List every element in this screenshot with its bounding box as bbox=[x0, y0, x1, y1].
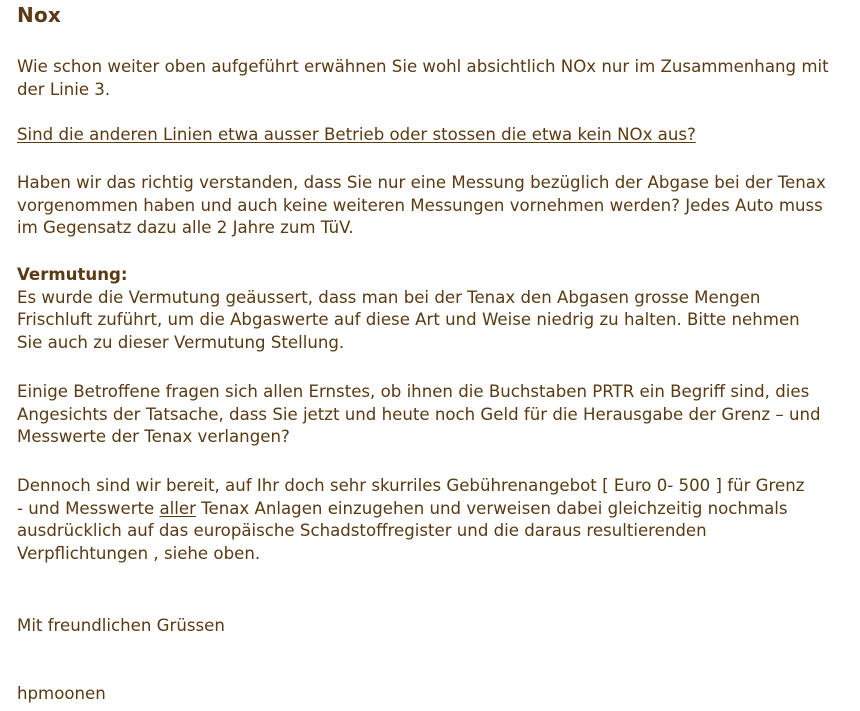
document-title: Nox bbox=[17, 3, 61, 27]
underlined-word: aller bbox=[159, 498, 196, 518]
text-line: vorgenommen haben und auch keine weiteren Messungen vornehmen werden? Jedes Auto muss bbox=[17, 195, 823, 215]
text-line: ausdrücklich auf das europäische Schadstoffregister und die daraus resultierenden bbox=[17, 521, 707, 540]
text-segment: - und Messwerte bbox=[17, 498, 160, 518]
paragraph-prtr bbox=[17, 381, 821, 449]
text-line: Sie auch zu dieser Vermutung Stellung. bbox=[17, 332, 345, 352]
section-heading-vermutung: Vermutung: bbox=[17, 265, 128, 284]
paragraph-question-underlined bbox=[17, 124, 696, 147]
text-line: Verpflichtungen , siehe oben. bbox=[17, 543, 261, 563]
paragraph-fee-offer bbox=[17, 475, 804, 565]
text-line: Frischluft zuführt, um die Abgaswerte auf diese Art und Weise niedrig zu halten. Bitte nehmen bbox=[17, 310, 800, 329]
underlined-question: Sind die anderen Linien etwa ausser Betrieb oder stossen die etwa kein NOx aus? bbox=[17, 125, 696, 144]
paragraph-nox-mention bbox=[17, 56, 829, 101]
text-line: im Gegensatz dazu alle 2 Jahre zum TüV. bbox=[17, 218, 354, 237]
signature bbox=[17, 683, 106, 706]
paragraph-measurement bbox=[17, 172, 826, 240]
text-line: Angesichts der Tatsache, dass Sie jetzt und heute noch Geld für die Herausgabe der Grenz – und bbox=[17, 404, 821, 424]
text-line: Haben wir das richtig verstanden, dass Sie nur eine Messung bezüglich der Abgase bei der Tenax bbox=[17, 173, 826, 192]
text-line: Mit freundlichen Grüssen bbox=[17, 616, 225, 635]
text-line: Messwerte der Tenax verlangen? bbox=[17, 427, 290, 446]
text-line: Es wurde die Vermutung geäussert, dass man bei der Tenax den Abgasen grosse Mengen bbox=[17, 287, 761, 307]
text-line: Wie schon weiter oben aufgeführt erwähnen Sie wohl absichtlich NOx nur im Zusammenhang mit bbox=[17, 57, 829, 76]
text-segment: Tenax Anlagen einzugehen und verweisen dabei gleichzeitig nochmals bbox=[195, 498, 788, 518]
closing-salutation bbox=[17, 615, 225, 638]
text-line: Dennoch sind wir bereit, auf Ihr doch sehr skurriles Gebührenangebot [ Euro 0- 500 ] für Grenz bbox=[17, 476, 805, 495]
text-line: Einige Betroffene fragen sich allen Ernstes, ob ihnen die Buchstaben PRTR ein Begriff sind, dies bbox=[17, 382, 810, 401]
text-line-mixed bbox=[17, 498, 804, 521]
text-line: der Linie 3. bbox=[17, 79, 111, 99]
signature-name: hpmoonen bbox=[17, 684, 106, 703]
paragraph-vermutung bbox=[17, 264, 800, 354]
